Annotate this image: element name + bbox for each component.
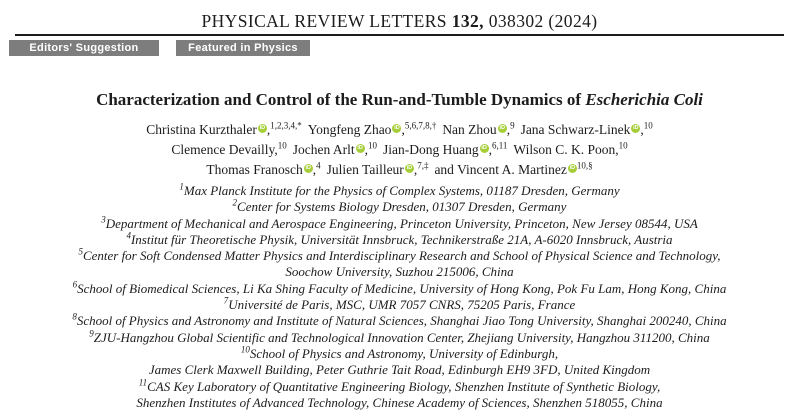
author-name: Yongfeng Zhao <box>307 122 392 137</box>
affiliation <box>0 313 799 329</box>
author <box>293 142 377 157</box>
author-sup: 10 <box>367 140 377 151</box>
affiliation <box>0 379 799 395</box>
orcid-icon[interactable]: iD <box>481 145 487 151</box>
orcid-icon[interactable]: iD <box>569 165 576 171</box>
author-name: Julien Tailleur <box>326 162 404 177</box>
affiliation-number: 6 <box>72 279 78 290</box>
author-name: Jana Schwarz-Linek <box>520 122 631 137</box>
affiliation-continuation <box>0 362 799 378</box>
author-punct: , <box>312 162 317 177</box>
author-name: Nan Zhou <box>442 122 497 137</box>
journal-volume: 132, <box>451 11 484 31</box>
orcid-icon[interactable]: iD <box>259 125 266 131</box>
affiliation <box>0 248 799 264</box>
author-sup: 9 <box>510 120 515 131</box>
affiliation-text: Max Planck Institute for the Physics of Complex Systems, 01187 Dresden, Germany <box>183 183 620 198</box>
affiliation-list <box>0 183 799 411</box>
affiliation-number: 8 <box>72 312 77 323</box>
author-sup: 10 <box>618 140 628 151</box>
affiliation-text: James Clerk Maxwell Building, Peter Guthrie Tait Road, Edinburgh EH9 3FD, United Kingdom <box>148 362 651 378</box>
author-punct: , <box>488 142 492 157</box>
orcid-icon[interactable]: iD <box>499 125 505 131</box>
author-line <box>0 140 799 160</box>
header-rule <box>15 34 784 36</box>
author-punct: , <box>506 122 511 137</box>
affiliation-number: 7 <box>223 295 229 306</box>
author-sup: 1,2,3,4,* <box>270 120 302 131</box>
affiliation-text: School of Physics and Astronomy and Institute of Natural Sciences, Shanghai Jiao Tong University, Shanghai 200240, China <box>76 313 727 329</box>
author <box>442 122 514 137</box>
author-name: Christina Kurzthaler <box>146 122 257 137</box>
affiliation <box>0 232 799 248</box>
affiliation <box>0 281 799 297</box>
affiliation-number: 10 <box>240 344 250 355</box>
author <box>206 162 320 177</box>
author-sup: 10 <box>643 120 653 131</box>
author-punct: , <box>266 122 271 137</box>
affiliation <box>0 216 799 232</box>
author-sup: 10 <box>277 140 287 151</box>
affiliation-text: CAS Key Laboratory of Quantitative Engineering Biology, Shenzhen Institute of Synthetic Biology, <box>147 378 661 394</box>
journal-name: PHYSICAL REVIEW LETTERS <box>201 11 447 31</box>
author <box>434 162 592 177</box>
author <box>383 142 507 157</box>
author-punct: , <box>640 122 644 137</box>
affiliation-number: 3 <box>101 214 106 225</box>
author <box>521 122 653 137</box>
author-name: Jochen Arlt <box>292 142 355 157</box>
author <box>146 122 301 137</box>
author-line <box>0 120 799 140</box>
orcid-icon[interactable]: iD <box>394 125 400 131</box>
author-sup: 5,6,7,8,† <box>404 120 437 131</box>
author-name: Wilson C. K. Poon <box>513 142 616 157</box>
paper-title-main: Characterization and Control of the Run-and-Tumble Dynamics of <box>96 90 586 109</box>
author-punct: , <box>401 122 405 137</box>
affiliation-number: 4 <box>126 230 131 241</box>
badges-row <box>9 40 799 56</box>
affiliation-text: Institut für Theoretische Physik, Universität Innsbruck, Technikerstraße 21A, A-6020 Innsbruck, Austria <box>130 231 673 247</box>
affiliation <box>0 183 799 199</box>
author <box>327 162 429 177</box>
journal-issue: 038302 (2024) <box>488 11 598 31</box>
affiliation-number: 2 <box>232 197 238 208</box>
affiliation <box>0 330 799 346</box>
paper-title <box>0 89 799 111</box>
affiliation-number: 5 <box>78 246 83 257</box>
author <box>308 122 437 137</box>
orcid-icon[interactable]: iD <box>305 165 312 171</box>
author <box>171 142 286 157</box>
orcid-icon[interactable]: iD <box>406 165 413 171</box>
author-line <box>0 160 799 180</box>
author-punct: , <box>274 142 278 157</box>
affiliation-continuation <box>0 395 799 411</box>
author-prefix: and <box>434 162 458 177</box>
affiliation <box>0 199 799 215</box>
editors-suggestion-badge[interactable]: Editors' Suggestion <box>9 40 159 56</box>
affiliation <box>0 346 799 362</box>
affiliation <box>0 297 799 313</box>
journal-header <box>0 0 799 31</box>
author-punct: , <box>413 162 418 177</box>
affiliation-text: Department of Mechanical and Aerospace Engineering, Princeton University, Princeton, New Jersey 08544, USA <box>105 215 698 231</box>
affiliation-text: Center for Soft Condensed Matter Physics and Interdisciplinary Research and School of Physical Science and Technology, <box>82 248 721 264</box>
orcid-icon[interactable]: iD <box>633 125 639 131</box>
featured-in-physics-badge[interactable]: Featured in Physics <box>176 40 310 56</box>
affiliation-text: Center for Systems Biology Dresden, 01307 Dresden, Germany <box>237 199 567 215</box>
affiliation-text: Université de Paris, MSC, UMR 7057 CNRS, 75205 Paris, France <box>228 297 576 313</box>
affiliation-continuation <box>0 264 799 280</box>
affiliation-text: ZJU-Hangzhou Global Scientific and Technological Innovation Center, Zhejiang University, Hangzhou 311200, China <box>93 329 710 345</box>
affiliation-text: Soochow University, Suzhou 215006, China <box>285 264 514 280</box>
author-punct: , <box>615 142 619 157</box>
author-punct: , <box>364 142 368 157</box>
author-sup: 7,‡ <box>417 160 429 171</box>
affiliation-number: 11 <box>138 377 148 388</box>
author-sup: 4 <box>316 160 321 171</box>
paper-title-species: Escherichia Coli <box>585 90 703 109</box>
affiliation-text: School of Physics and Astronomy, University of Edinburgh, <box>249 345 559 361</box>
author-name: Jian-Dong Huang <box>382 142 479 157</box>
author-sup: 10,§ <box>576 160 593 171</box>
author <box>513 142 627 157</box>
affiliation-number: 9 <box>89 328 94 339</box>
affiliation-text: Shenzhen Institutes of Advanced Technology, Chinese Academy of Sciences, Shenzhen 518055, China <box>136 394 663 410</box>
author-sup: 6,11 <box>491 140 508 151</box>
author-name: Clemence Devailly <box>171 142 275 157</box>
affiliation-number: 1 <box>179 181 184 192</box>
author-name: Thomas Franosch <box>206 162 303 177</box>
affiliation-text: School of Biomedical Sciences, Li Ka Shing Faculty of Medicine, University of Hong Kong, Pok Fu Lam, Hong Kong, China <box>77 280 727 296</box>
author-name: Vincent A. Martinez <box>457 162 567 177</box>
orcid-icon[interactable]: iD <box>357 145 363 151</box>
author-list <box>0 120 799 180</box>
